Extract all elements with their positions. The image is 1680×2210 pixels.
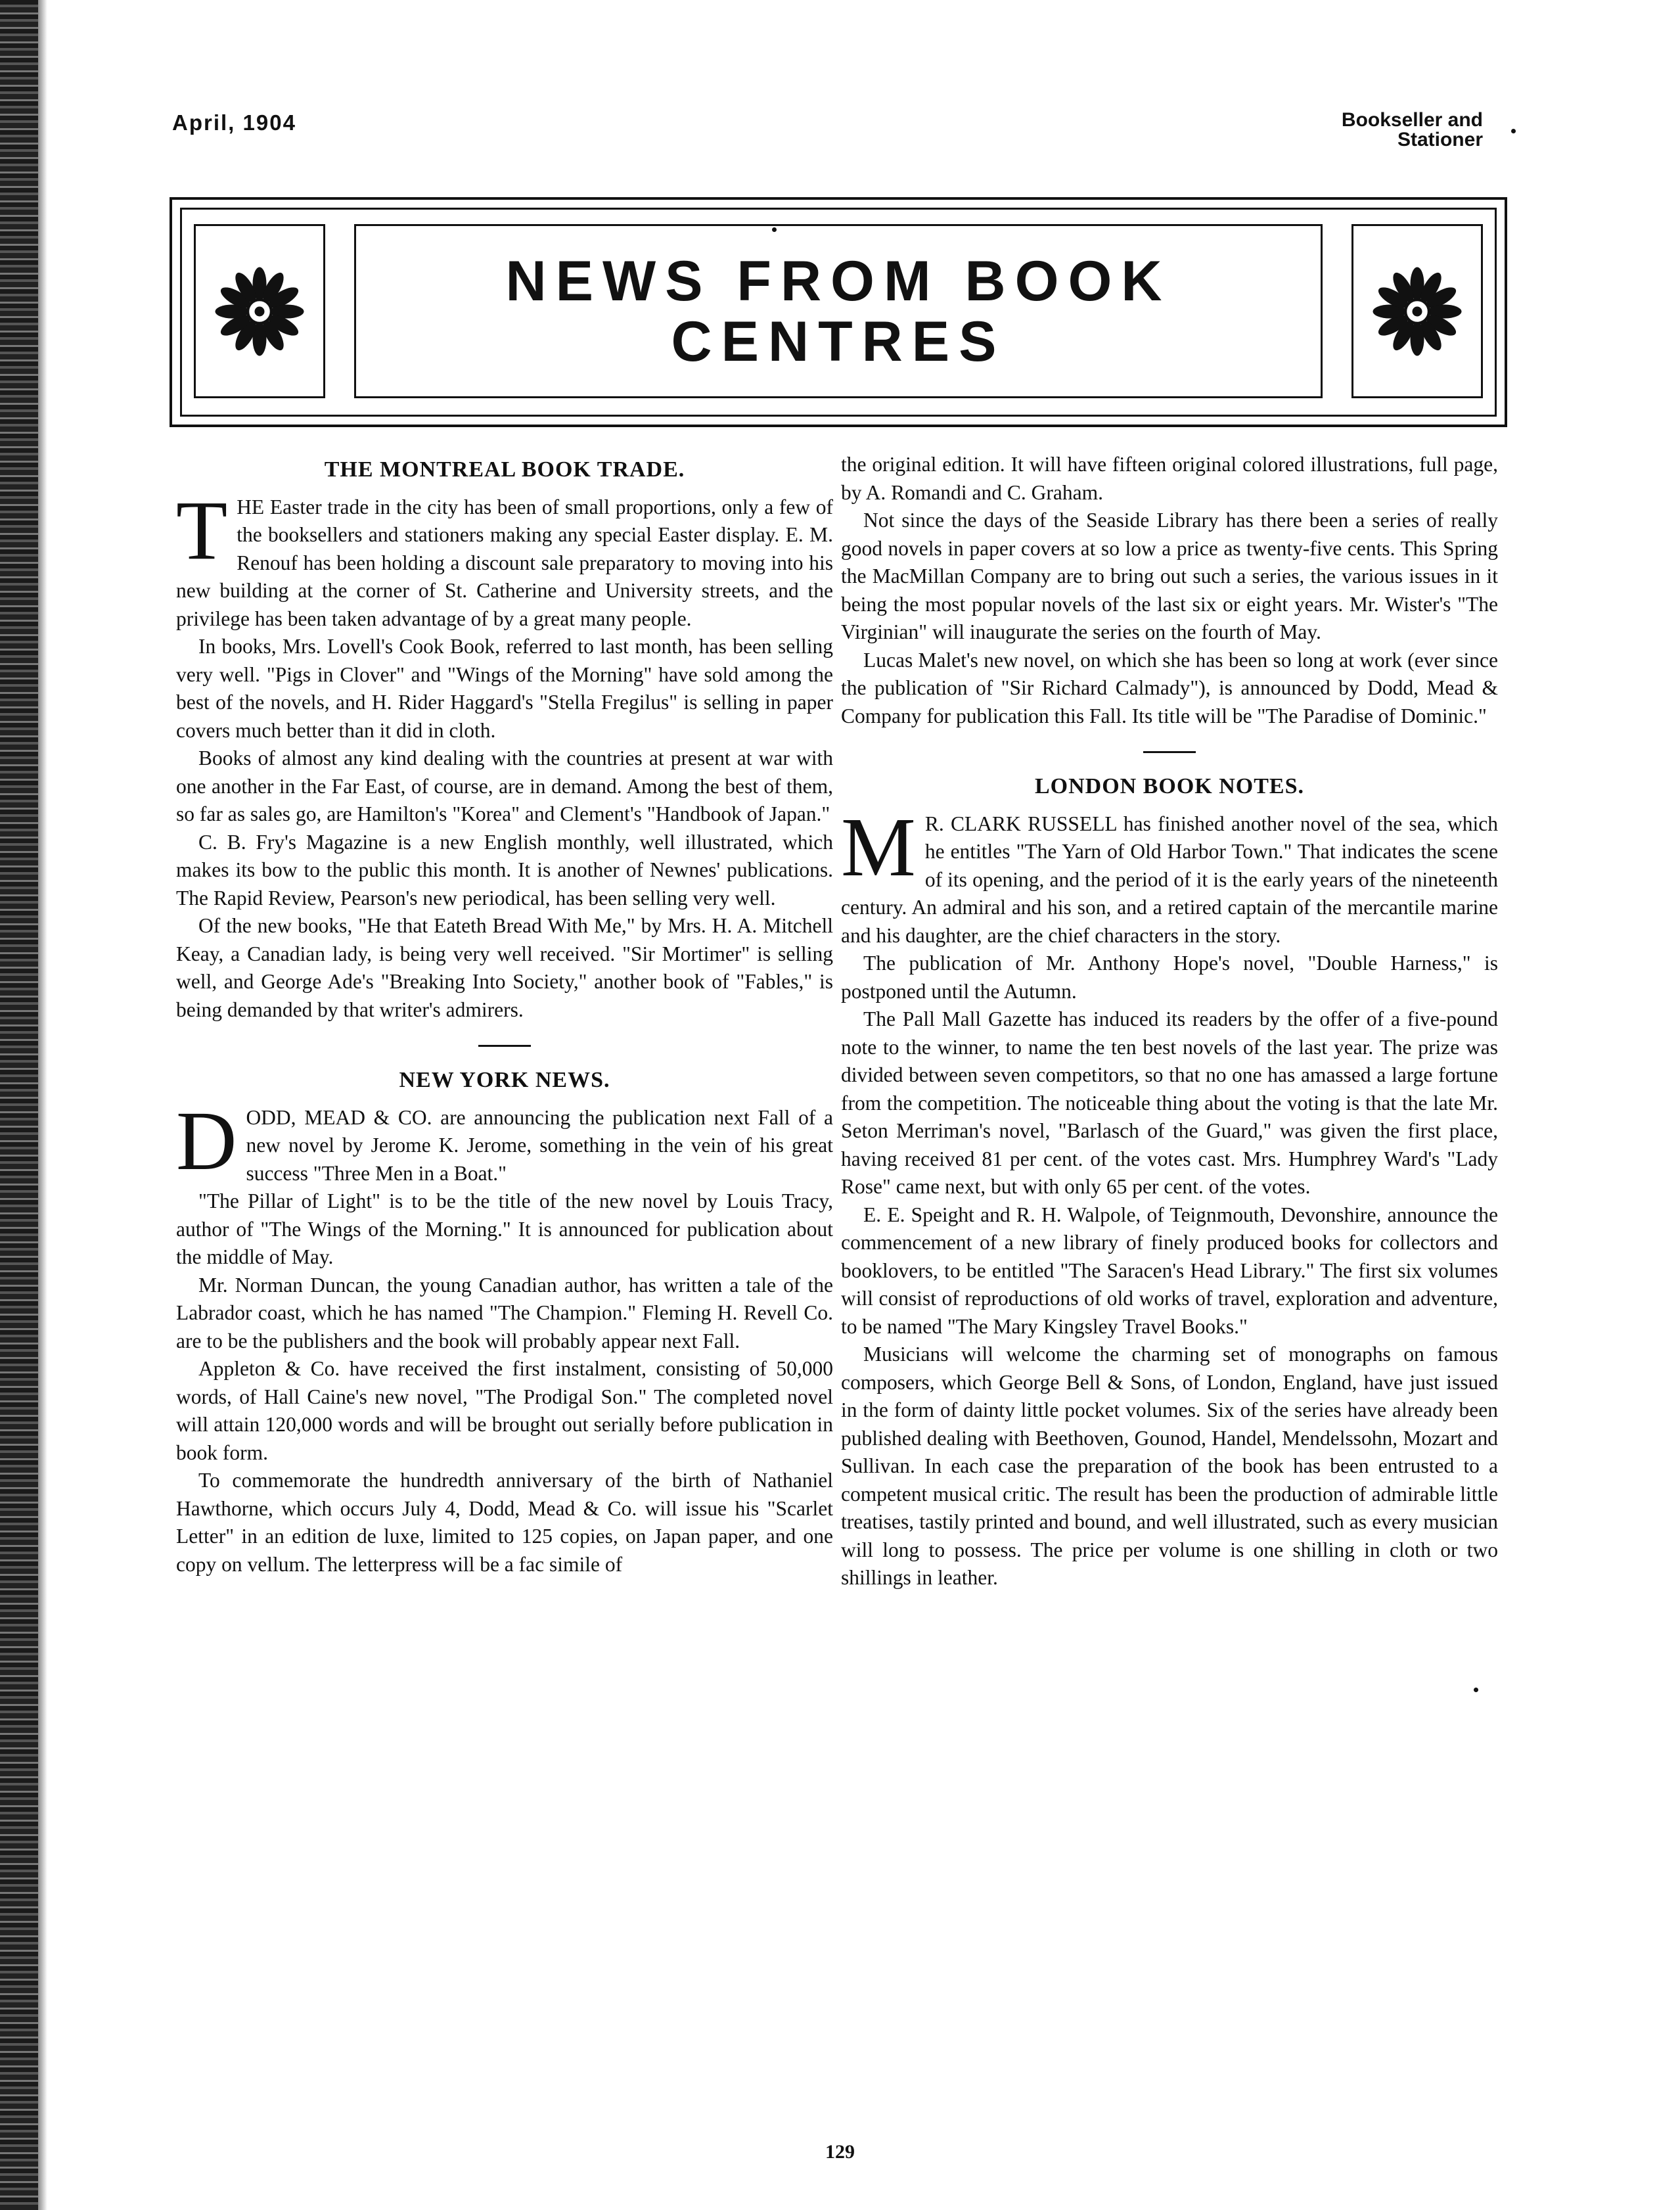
banner-ornament-left	[194, 224, 325, 398]
page-number: 129	[825, 2141, 855, 2163]
london-paragraph-4: E. E. Speight and R. H. Walpole, of Teignmouth, Devonshire, announce the commencement of a new library of finely produced books for collectors and booklovers, to be entitled "The Saracen's Head Library." The first six volumes will consist of reproductions of old works of travel, exploration and adventure, to be named "The Mary Kingsley Travel Books."	[841, 1203, 1498, 1338]
london-paragraph-1-text: R. CLARK RUSSELL has finished another novel of the sea, which he entitles "The Yarn of Old Harbor Town." That indicates the scene of its opening, and the period of it is the early years of the nineteenth century. An admiral and his son, and a retired captain of the mercantile marine and his daughter, are the chief characters in the story.	[841, 812, 1498, 947]
print-speck	[1511, 129, 1516, 133]
page-title-line2: CENTRES	[671, 310, 1006, 373]
newyork-paragraph-2: "The Pillar of Light" is to be the title of the new novel by Louis Tracy, author of "The Wings of the Morning." It is announced for publication about the middle of May.	[176, 1189, 833, 1268]
newyork-continuation: the original edition. It will have fifteen original colored illustrations, full page, by A. Romandi and C. Graham.	[841, 453, 1498, 504]
newyork-paragraph-1-text: ODD, MEAD & CO. are announcing the publication next Fall of a new novel by Jerome K. Jerome, something in the vein of his great success "Three Men in a Boat."	[246, 1105, 833, 1185]
flower-ornament-icon	[210, 262, 309, 361]
newyork-paragraph-1	[176, 1093, 833, 1188]
newyork-paragraph-5: To commemorate the hundredth anniversary of the birth of Nathaniel Hawthorne, which occurs July 4, Dodd, Mead & Co. will issue his "Scarlet Letter" in an edition de luxe, limited to 125 copies, on Japan paper, and one copy on vellum. The letterpress will be a fac simile of	[176, 1469, 833, 1576]
banner-ornament-right	[1351, 224, 1483, 398]
running-head	[172, 110, 1483, 163]
montreal-paragraph-3: Books of almost any kind dealing with the countries at present at war with one another in the Far East, of course, are in demand. Among the best of them, so far as sales go, are Hamilton's "Korea" and Clement's "Handbook of Japan."	[176, 747, 833, 825]
london-paragraph-5: Musicians will welcome the charming set of monographs on famous composers, which George Bell & Sons, of London, England, have just issued in the form of dainty little pocket volumes. Six of the series have already been published dealing with Beethoven, Gounod, Handel, Mendelssohn, Mozart and Sullivan. In each case the preparation of the book has been entrusted to a competent musical critic. The result has been the production of admirable little treatises, tastily printed and bound, and well illustrated, such as every musician will long to possess. The price per volume is one shilling in cloth or two shillings in leather.	[841, 1343, 1498, 1589]
banner-inner-frame	[180, 208, 1497, 417]
montreal-paragraph-4: C. B. Fry's Magazine is a new English monthly, well illustrated, which makes its bow to the public this month. It is another of Newnes' publications. The Rapid Review, Pearson's new periodical, has been selling very well.	[176, 830, 833, 909]
section-divider	[1143, 751, 1196, 753]
newyork-heading: NEW YORK NEWS.	[399, 1068, 610, 1092]
print-speck	[772, 227, 777, 232]
london-heading: LONDON BOOK NOTES.	[1034, 774, 1304, 798]
book-binding-edge	[0, 0, 38, 2210]
page-title-line1: NEWS FROM BOOK	[505, 249, 1171, 313]
montreal-heading: THE MONTREAL BOOK TRADE.	[324, 457, 685, 482]
montreal-paragraph-1-text: HE Easter trade in the city has been of small proportions, only a few of the booksellers and stationers making any special Easter display. E. M. Renouf has been holding a discount sale preparatory to moving into his new building at the corner of St. Catherine and University streets, and the privilege has been taken advantage of by a great many people.	[176, 495, 833, 630]
left-column	[176, 451, 833, 1578]
newyork-paragraph-7: Lucas Malet's new novel, on which she has been so long at work (ever since the publication of "Sir Richard Calmady"), is announced by Dodd, Mead & Company for publication this Fall. Its title will be "The Paradise of Dominic."	[841, 648, 1498, 727]
montreal-paragraph-5: Of the new books, "He that Eateth Bread With Me," by Mrs. H. A. Mitchell Keay, a Canadian lady, is being very well received. "Sir Mortimer" is selling well, and George Ade's "Breaking Into Society," another book of "Fables," is being demanded by that writer's admirers.	[176, 914, 833, 1021]
issue-date: April, 1904	[172, 110, 296, 135]
publication-name-line2: Stationer	[1397, 129, 1483, 150]
drop-cap: D	[176, 1093, 237, 1187]
london-paragraph-2: The publication of Mr. Anthony Hope's novel, "Double Harness," is postponed until the Autumn.	[841, 952, 1498, 1003]
montreal-paragraph-1	[176, 483, 833, 633]
newyork-paragraph-3: Mr. Norman Duncan, the young Canadian author, has written a tale of the Labrador coast, which he has named "The Champion." Fleming H. Revell Co. are to be the publishers and the book will probably appear next Fall.	[176, 1273, 833, 1352]
newyork-paragraph-4: Appleton & Co. have received the first instalment, consisting of 50,000 words, of Hall Caine's new novel, "The Prodigal Son." The completed novel will attain 120,000 words and will be brought out serially before publication in book form.	[176, 1357, 833, 1464]
flower-ornament-icon	[1368, 262, 1466, 361]
drop-cap: T	[176, 483, 228, 577]
right-column	[841, 451, 1498, 1592]
print-speck	[1474, 1688, 1478, 1692]
banner-title-box	[354, 224, 1323, 398]
london-paragraph-3: The Pall Mall Gazette has induced its readers by the offer of a five-pound note to the winner, to name the ten best novels of the last year. The prize was divided between seven competitors, so that no one has amassed a large fortune from the competition. The noticeable thing about the voting is that the late Mr. Seton Merriman's novel, "Barlasch of the Guard," was given the first place, having received 81 per cent. of the votes cast. Mrs. Humphrey Ward's "Lady Rose" came next, but with only 65 per cent. of the votes.	[841, 1007, 1498, 1198]
montreal-paragraph-2: In books, Mrs. Lovell's Cook Book, referred to last month, has been selling very well. "Pigs in Clover" and "Wings of the Morning" have sold among the best of the novels, and H. Rider Haggard's "Stella Fregilus" is selling in paper covers much better than it did in cloth.	[176, 635, 833, 742]
publication-name-line1: Bookseller and	[1341, 109, 1483, 131]
london-paragraph-1	[841, 800, 1498, 950]
publication-name	[1342, 110, 1483, 150]
drop-cap: M	[841, 800, 916, 894]
section-banner	[170, 197, 1507, 427]
newyork-paragraph-6: Not since the days of the Seaside Library has there been a series of really good novels in paper covers at so low a price as twenty-five cents. This Spring the MacMillan Company are to bring out such a series, the various issues in it being the most popular novels of the last six or eight years. Mr. Wister's "The Virginian" will inaugurate the series on the fourth of May.	[841, 509, 1498, 643]
section-divider	[478, 1045, 531, 1047]
